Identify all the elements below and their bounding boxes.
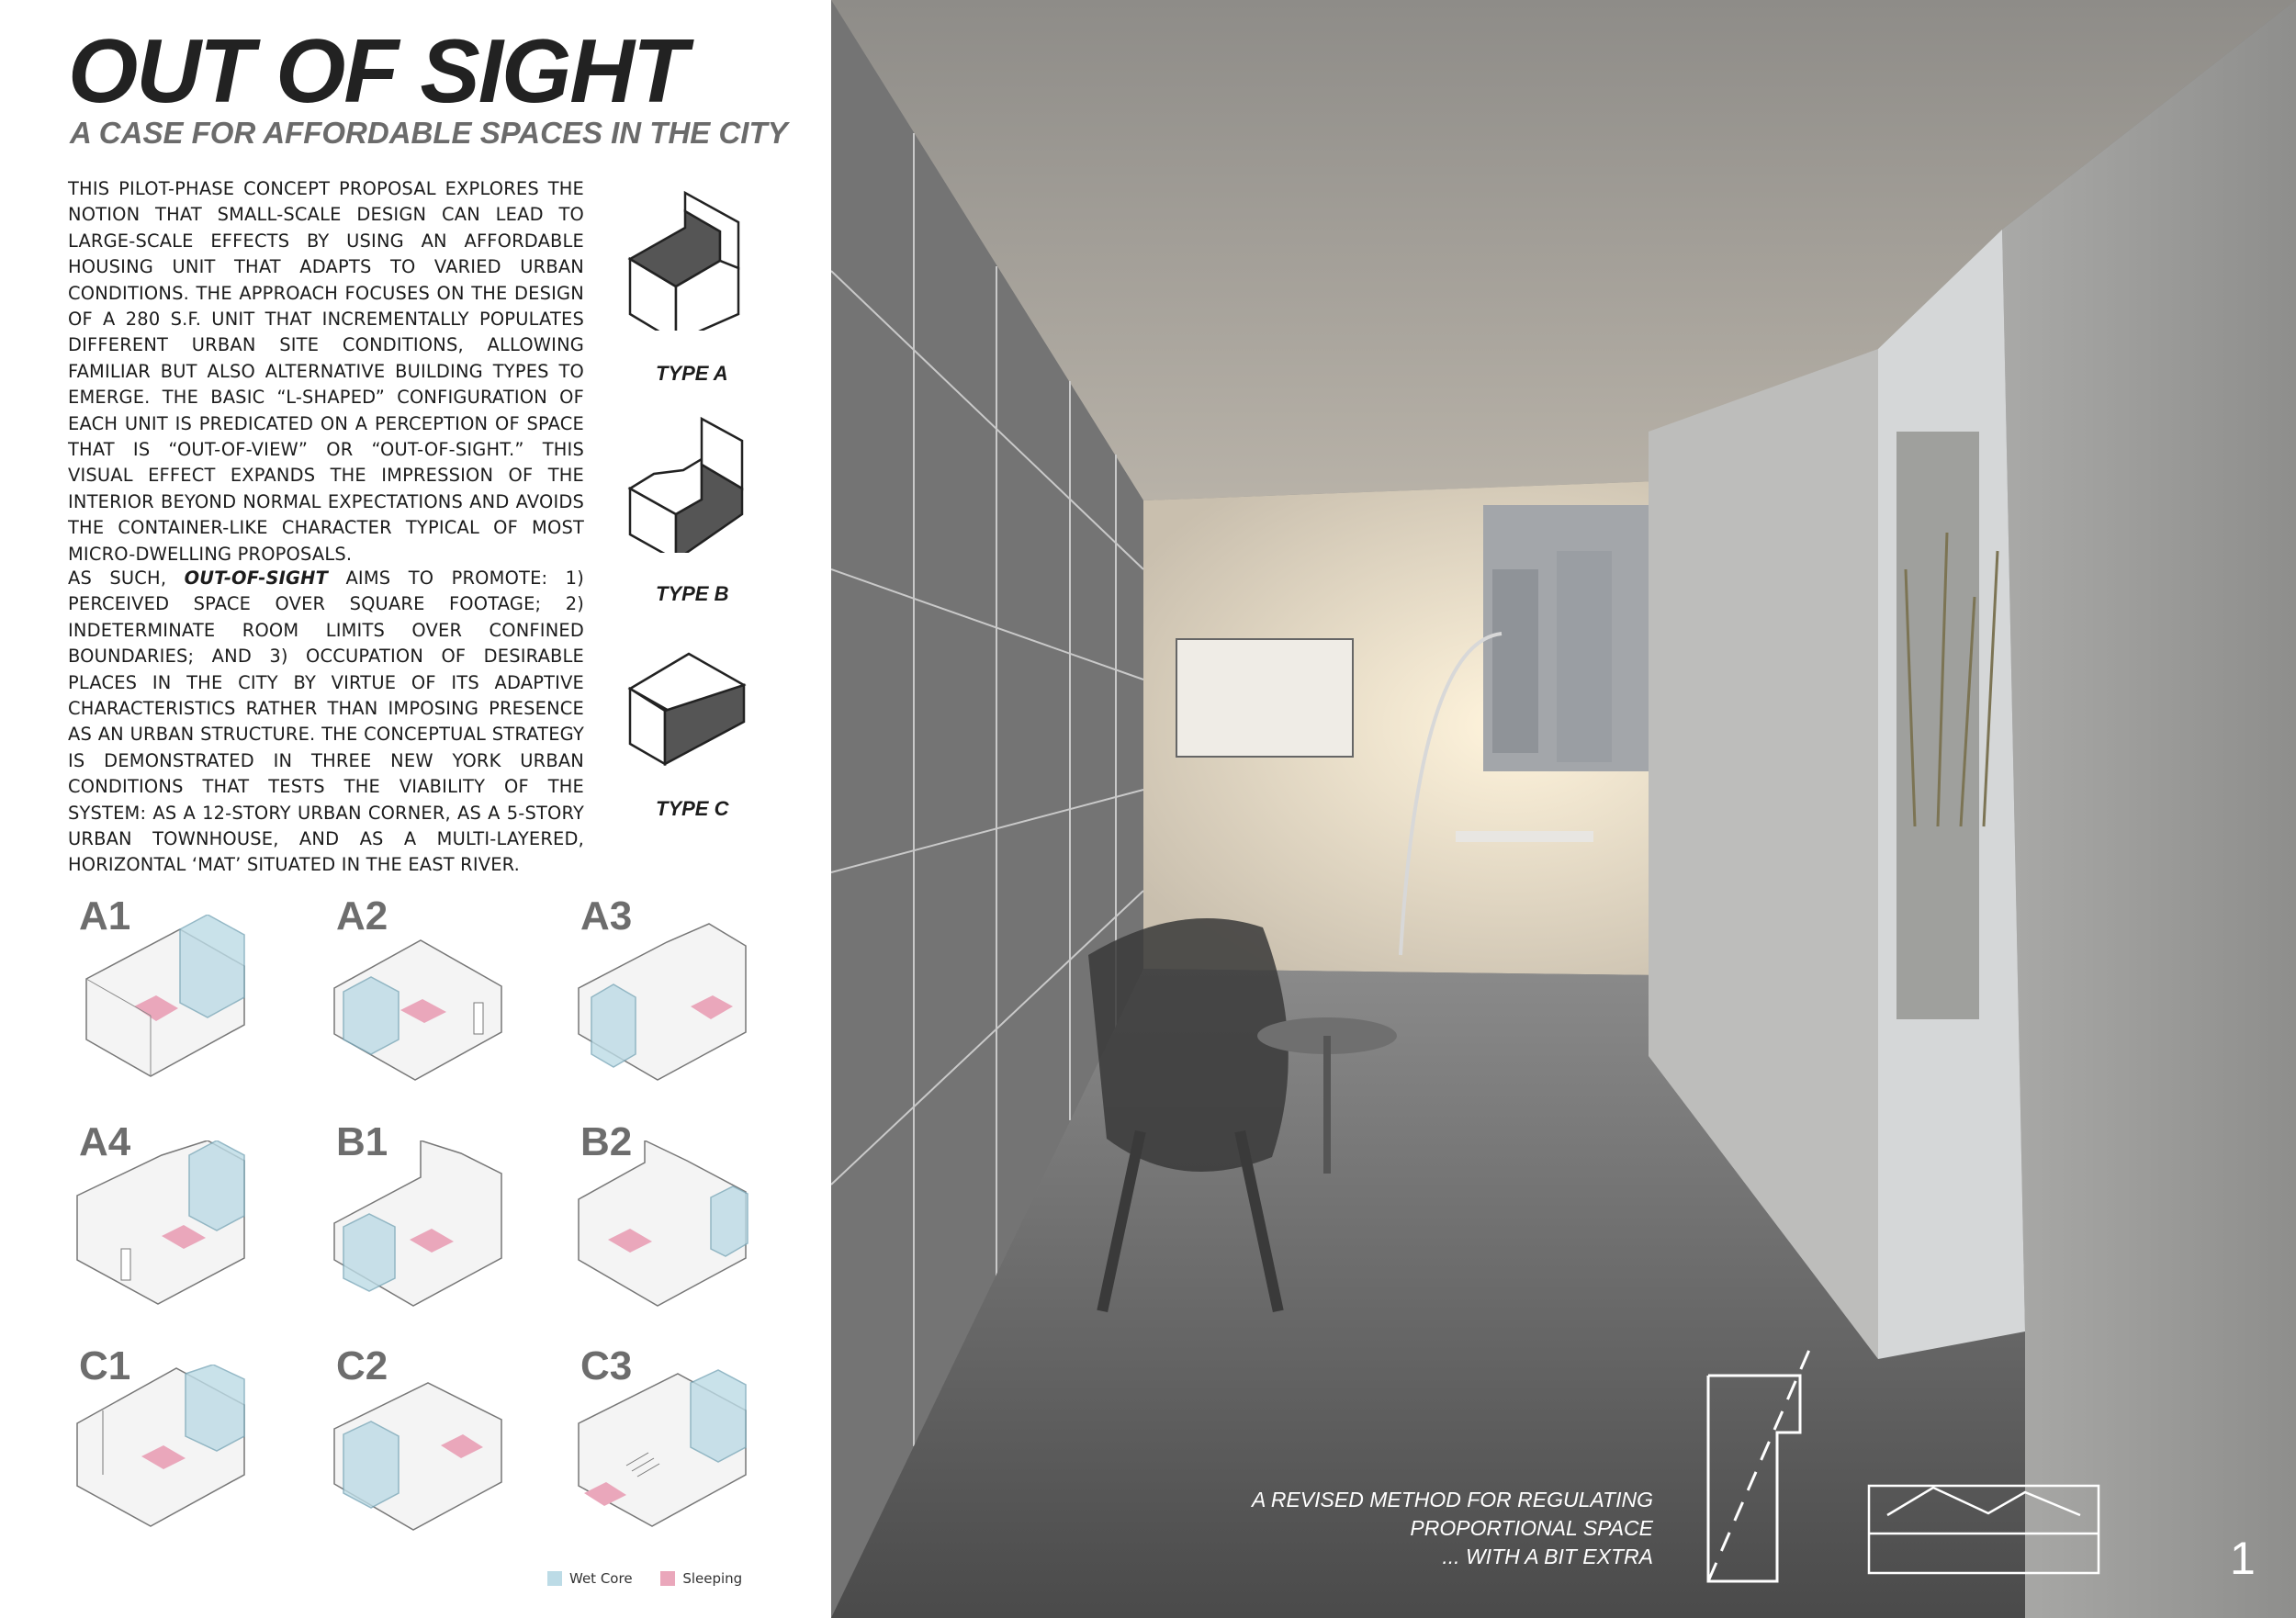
type-a-label: TYPE A — [656, 362, 728, 385]
unit-diagram-c3 — [571, 1343, 792, 1548]
caption-line-2: PROPORTIONAL SPACE — [1410, 1516, 1653, 1540]
unit-diagram-b2 — [571, 1119, 792, 1324]
text-panel — [0, 0, 831, 1618]
aims-paragraph — [68, 566, 584, 879]
unit-a3-label: A3 — [580, 893, 633, 938]
type-c-axonometric — [625, 624, 771, 771]
unit-c2-drawing — [327, 1365, 538, 1557]
unit-c3-drawing — [571, 1365, 782, 1557]
type-b-label: TYPE B — [656, 582, 729, 605]
type-b-axonometric — [625, 406, 771, 553]
unit-c1-label: C1 — [79, 1343, 131, 1388]
legend — [547, 1570, 766, 1587]
unit-c3-label: C3 — [580, 1343, 633, 1388]
aims-intro: AS SUCH, — [68, 567, 185, 589]
sleeping-label: Sleeping — [682, 1570, 743, 1587]
page-number: 1 — [2230, 1533, 2256, 1584]
page-subtitle: A CASE FOR AFFORDABLE SPACES IN THE CITY — [70, 116, 788, 150]
intro-paragraph: THIS PILOT-PHASE CONCEPT PROPOSAL EXPLORES THE NOTION THAT SMALL-SCALE DESIGN CAN LEAD TO LARGE-SCALE EFFECTS BY USING AN AFFORDABLE HOUSING UNIT THAT ADAPTS TO VARIED URBAN CONDITIONS. THE APPROACH FOCUSES ON THE DESIGN OF A 280 S.F. UNIT THAT INCREMENTALLY POPULATES DIFFERENT URBAN SITE CONDITIONS, ALLOWING FAMILIAR BUT ALSO ALTERNATIVE BUILDING TYPES TO EMERGE. THE BASIC “L-SHAPED” CONFIGURATION OF EACH UNIT IS PREDICATED ON A PERCEPTION OF SPACE THAT IS “OUT-OF-VIEW” OR “OUT-OF-SIGHT.” THIS VISUAL EFFECT EXPANDS THE IMPRESSION OF THE INTERIOR BEYOND NORMAL EXPECTATIONS AND AVOIDS THE CONTAINER-LIKE CHARACTER TYPICAL OF MOST MICRO-DWELLING PROPOSALS. — [68, 178, 584, 565]
unit-b1-label: B1 — [336, 1119, 388, 1164]
page-title: OUT OF SIGHT — [68, 20, 686, 121]
legend-wet-core — [547, 1570, 633, 1587]
unit-a2-label: A2 — [336, 893, 388, 938]
unit-diagram-c1 — [70, 1343, 290, 1548]
unit-b2-label: B2 — [580, 1119, 633, 1164]
caption-line-1: A REVISED METHOD FOR REGULATING — [1251, 1488, 1653, 1511]
wet-core-label: Wet Core — [569, 1570, 633, 1587]
unit-a4-drawing — [70, 1140, 281, 1333]
legend-sleeping — [660, 1570, 742, 1587]
unit-a3-drawing — [571, 915, 782, 1107]
type-a-axonometric — [625, 184, 771, 331]
unit-a1-drawing — [70, 915, 281, 1107]
unit-b2-drawing — [571, 1140, 782, 1333]
project-name-emphasis: OUT-OF-SIGHT — [184, 567, 329, 589]
unit-a1-label: A1 — [79, 893, 131, 938]
caption-line-3: ... WITH A BIT EXTRA — [1442, 1545, 1653, 1568]
unit-b1-drawing — [327, 1140, 538, 1333]
interior-rendering — [831, 0, 2296, 1618]
type-c-label: TYPE C — [656, 797, 729, 820]
unit-diagram-c2 — [327, 1343, 547, 1548]
rendering-caption — [1221, 1486, 1653, 1571]
sleeping-swatch — [660, 1571, 675, 1586]
unit-a4-label: A4 — [79, 1119, 131, 1164]
unit-diagram-b1 — [327, 1119, 547, 1324]
unit-diagram-a2 — [327, 893, 547, 1098]
unit-c1-drawing — [70, 1365, 281, 1557]
unit-diagram-a3 — [571, 893, 792, 1098]
aims-body: AIMS TO PROMOTE: 1) PERCEIVED SPACE OVER SQUARE FOOTAGE; 2) INDETERMINATE ROOM LIMITS OVER CONFINED BOUNDARIES; AND 3) OCCUPATION OF DESIRABLE PLACES IN THE CITY BY VIRTUE OF ITS ADAPTIVE CHARACTERISTICS RATHER THAN IMPOSING PRESENCE AS AN URBAN STRUCTURE. THE CONCEPTUAL STRATEGY IS DEMONSTRATED IN THREE NEW YORK URBAN CONDITIONS THAT TESTS THE VIABILITY OF THE SYSTEM: AS A 12-STORY URBAN CORNER, AS A 5-STORY URBAN TOWNHOUSE, AND AS A MULTI-LAYERED, HORIZONTAL ‘MAT’ SITUATED IN THE EAST RIVER. — [68, 567, 584, 876]
unit-c2-label: C2 — [336, 1343, 388, 1388]
unit-diagram-a4 — [70, 1119, 290, 1324]
wet-core-swatch — [547, 1571, 562, 1586]
unit-diagram-a1 — [70, 893, 290, 1098]
unit-a2-drawing — [327, 915, 538, 1107]
